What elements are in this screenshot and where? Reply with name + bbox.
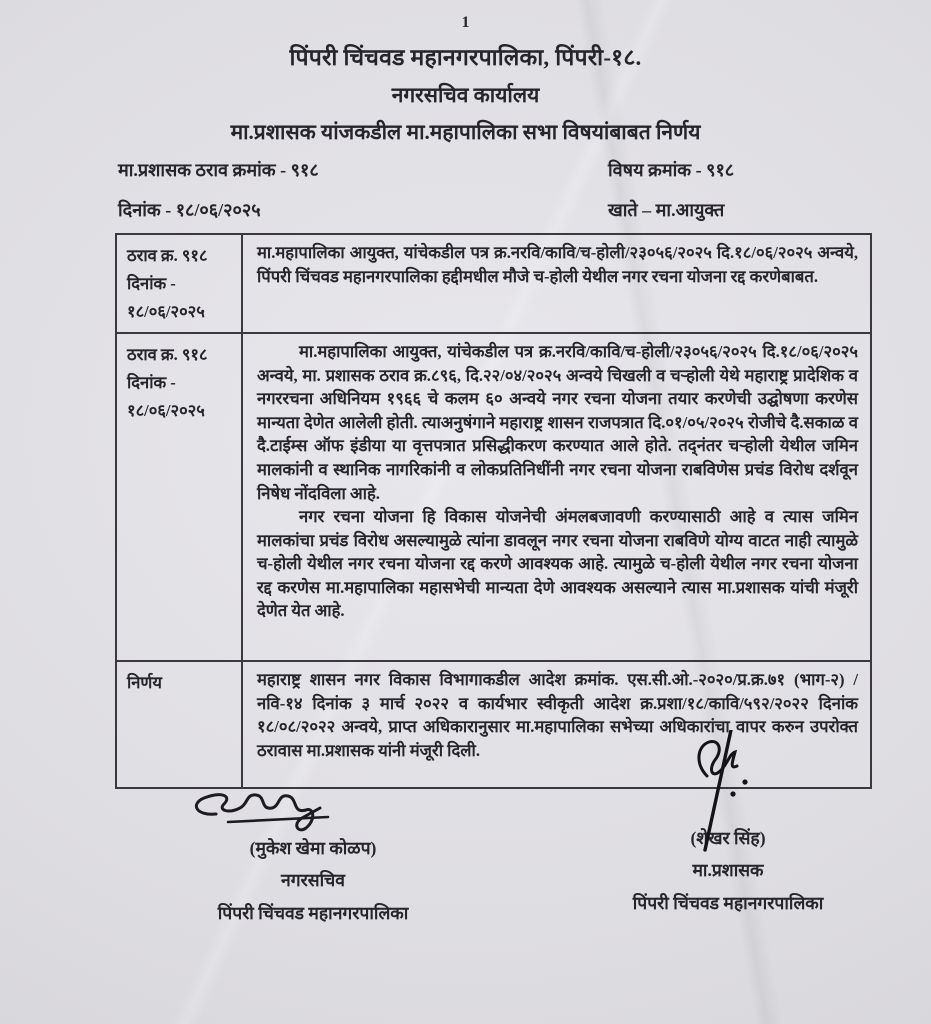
resolution-paragraph-1: मा.महापालिका आयुक्त, यांचेकडील पत्र क्र.नरवि/कावि/च-होली/२३०५६/२०२५ दि.१८/०६/२०२५ अन्वये, मा. प्रशासक ठराव क्र.८९६, दि.२२/०४/२०२५ अन्वये चिखली व चऱ्होली येथे महाराष्ट्र प्रादेशिक व नगररचना अधिनियम १९६६ चे कलम ६० अन्वये नगर रचना योजना तयार करणेची उद्घोषणा करणेस मान्यता देणेत आलेली होती. त्याअनुषंगाने महाराष्ट्र शासन राजपत्रात दि.०१/०५/२०२५ रोजीचे दै.सकाळ व दै.टाईम्स ऑफ इंडीया या वृत्तपत्रात प्रसिद्धीकरण करण्यात आले होते. तद्नंतर चऱ्होली येथील जमिन मालकांनी व स्थानिक नागरिकांनी व लोकप्रतिनिधींनी नगर रचना योजना राबविणेस प्रचंड विरोध दर्शवून निषेध नोंदविला आहे.	[257, 342, 858, 503]
resolution-number: मा.प्रशासक ठराव क्रमांक - ९१८	[118, 160, 319, 180]
signature-block-secretary	[128, 832, 498, 929]
administrator-designation: मा.प्रशासक	[692, 860, 764, 881]
subject-paragraph: मा.महापालिका आयुक्त, यांचेकडील पत्र क्र.नरवि/कावि/च-होली/२३०५६/२०२५ दि.१८/०६/२०२५ अन्वये, पिंपरी चिंचवड महानगरपालिका हद्दीमधील मौजे च-होली येथील नगर रचना योजना रद्द करणेबाबत.	[257, 243, 858, 286]
table-row-decision	[117, 662, 870, 787]
row-body-subject	[243, 235, 870, 332]
row-header-line: ठराव क्र. ९१८	[127, 345, 208, 365]
office-name: नगरसचिव कार्यालय	[391, 83, 540, 107]
row-header-line: १८/०६/२०२५	[127, 401, 205, 421]
secretary-name: (मुकेश खेमा कोळप)	[249, 838, 377, 858]
row-body-decision	[243, 662, 870, 787]
meta-left-column	[118, 158, 319, 238]
row-header-resolution	[117, 334, 243, 660]
secretary-designation: नगरसचिव	[281, 870, 345, 891]
document-subtitle: मा.प्रशासक यांजकडील मा.महापालिका सभा विषयांबाबत निर्णय	[230, 120, 701, 144]
row-header-line: १८/०६/२०२५	[127, 302, 205, 322]
administrator-name: (शेखर सिंह)	[690, 828, 766, 848]
corporation-title: पिंपरी चिंचवड महानगरपालिका, पिंपरी-१८.	[289, 45, 642, 70]
account-department: खाते – मा.आयुक्त	[608, 200, 725, 220]
row-header-subject	[117, 235, 243, 332]
row-header-decision	[117, 662, 243, 787]
document-header	[0, 40, 931, 146]
secretary-organization: पिंपरी चिंचवड महानगरपालिका	[217, 902, 409, 923]
decision-paragraph: महाराष्ट्र शासन नगर विकास विभागाकडील आदेश क्रमांक. एस.सी.ओ.-२०२०/प्र.क्र.७१ (भाग-२) /नवि-१४ दिनांक ३ मार्च २०२२ व कार्यभार स्वीकृती आदेश क्र.प्रशा/१८/कावि/५९२/२०२२ दिनांक १८/०८/२०२२ अन्वये, प्राप्त अधिकारानुसार मा.महापालिका सभेच्या अधिकारांचा वापर करुन उपरोक्त ठरावास मा.प्रशासक यांनी मंजूरी दिली.	[257, 670, 858, 760]
administrator-organization: पिंपरी चिंचवड महानगरपालिका	[632, 892, 824, 913]
row-header-line: निर्णय	[127, 673, 162, 693]
resolution-date: दिनांक - १८/०६/२०२५	[118, 200, 261, 220]
row-header-line: दिनांक -	[127, 274, 176, 294]
meta-right-column	[608, 158, 734, 238]
signature-block-administrator	[558, 822, 898, 919]
table-row-resolution	[117, 334, 870, 662]
row-header-line: दिनांक -	[127, 373, 176, 393]
row-body-resolution	[243, 334, 870, 660]
row-header-line: ठराव क्र. ९१८	[127, 246, 208, 265]
table-row-subject	[117, 235, 870, 334]
page-number: 1	[461, 14, 470, 31]
resolution-table	[115, 233, 872, 789]
subject-number: विषय क्रमांक - ९१८	[608, 160, 735, 180]
resolution-paragraph-2: नगर रचना योजना हि विकास योजनेची अंमलबजावणी करण्यासाठी आहे व त्यास जमिन मालकांचा प्रचंड विरोध असल्यामुळे त्यांना डावलून नगर रचना योजना राबविणे योग्य वाटत नाही त्यामुळे च-होली येथील नगर रचना योजना रद्द करणे आवश्यक आहे. त्यामुळे च-होली येथील नगर रचना योजना रद्द करणेस मा.महापालिका महासभेची मान्यता देणे आवश्यक असल्याने त्यास मा.प्रशासक यांची मंजूरी देणेत येत आहे.	[257, 507, 858, 621]
